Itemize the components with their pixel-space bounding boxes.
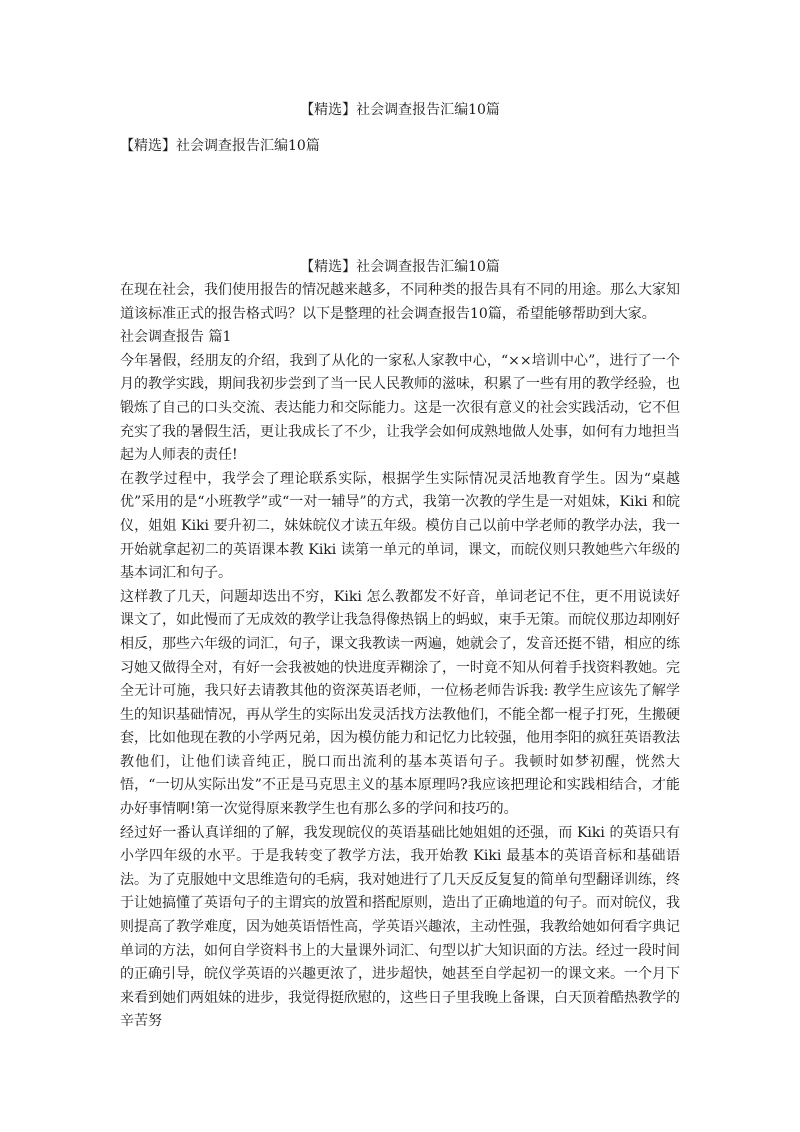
document-body (120, 257, 680, 1034)
header-title: 【精选】社会调查报告汇编10篇 (300, 102, 500, 118)
body-paragraph-1: 今年暑假，经朋友的介绍，我到了从化的一家私人家教中心，“××培训中心”，进行了一个月的教学实践，期间我初步尝到了当一民人民教师的滋味，积累了一些有用的教学经验，也锻炼了自己的口头交流、表达能力和交际能力。这是一次很有意义的社会实践活动，它不但充实了我的暑假生活，更让我成长了不少，让我学会如何成熟地做人处事，如何有力地担当起为人师表的责任! (120, 352, 680, 464)
center-title: 【精选】社会调查报告汇编10篇 (300, 259, 500, 275)
subtitle: 【精选】社会调查报告汇编10篇 (120, 138, 320, 154)
body-paragraph-4: 经过好一番认真详细的了解，我发现皖仪的英语基础比她姐姐的还强，而 Kiki 的英语只有小学四年级的水平。于是我转变了教学方法，我开始教 Kiki 最基本的英语音标和基础语法。为了克服她中文思维造句的毛病，我对她进行了几天反反复复的简单句型翻译训练，终于让她搞懂了英语句子的主谓宾的放置和搭配原则，造出了正确地道的句子。而对皖仪，我则提高了教学难度，因为她英语悟性高，学英语兴趣浓，主动性强，我教给她如何看字典记单词的方法，如何自学资料书上的大量课外词汇、句型以扩大知识面的方法。经过一段时间的正确引导，皖仪学英语的兴趣更浓了，进步超快，她甚至自学起初一的课文来。一个月下来看到她们两姐妹的进步，我觉得挺欣慰的，这些日子里我晚上备课，白天顶着酷热教学的辛苦努 (120, 824, 680, 1030)
section-label: 社会调查报告 篇1 (120, 329, 232, 346)
intro-paragraph: 在现在社会，我们使用报告的情况越来越多，不同种类的报告具有不同的用途。那么大家知道该标准正式的报告格式吗？以下是整理的社会调查报告10篇，希望能够帮助到大家。 (120, 282, 680, 322)
body-paragraph-2: 在教学过程中，我学会了理论联系实际，根据学生实际情况灵活地教育学生。因为“桌越优”采用的是“小班教学”或“一对一辅导”的方式，我第一次教的学生是一对姐妹，Kiki 和皖仪，姐姐 Kiki 要升初二，妹妹皖仪才读五年级。模仿自己以前中学老师的教学办法，我一开始就拿起初二的英语课本教 Kiki 读第一单元的单词，课文，而皖仪则只教她些六年级的基本词汇和句子。 (120, 470, 680, 582)
body-paragraph-3: 这样教了几天，问题却迭出不穷，Kiki 怎么教都发不好音，单词老记不住，更不用说读好课文了，如此慢而了无成效的教学让我急得像热锅上的蚂蚁，束手无策。而皖仪那边却刚好相反，那些六年级的词汇，句子，课文我教读一两遍，她就会了，发音还挺不错，相应的练习她又做得全对，有好一会我被她的快进度弄糊涂了，一时竟不知从何着手找资料教她。完全无计可施，我只好去请教其他的资深英语老师，一位杨老师告诉我: 教学生应该先了解学生的知识基础情况，再从学生的实际出发灵活找方法教他们，不能全都一棍子打死，生搬硬套，比如他现在教的小学两兄弟，因为模仿能力和记忆力比较强，他用李阳的疯狂英语教法教他们，让他们读音纯正，脱口而出流利的基本英语句子。我顿时如梦初醒，恍然大悟，“一切从实际出发”不正是马克思主义的基本原理吗?我应该把理论和实践相结合，才能办好事情啊!第一次觉得原来教学生也有那么多的学问和技巧的。 (120, 588, 680, 818)
